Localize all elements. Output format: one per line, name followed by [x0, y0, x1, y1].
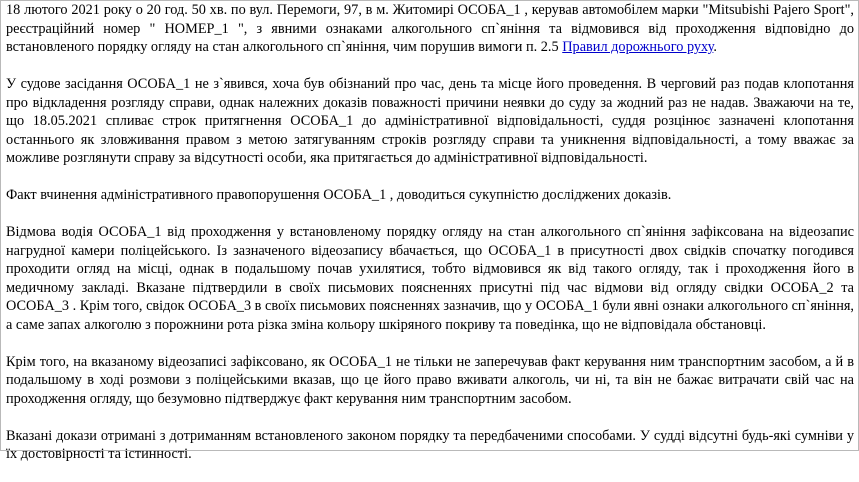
paragraph-refusal-evidence: Відмова водія ОСОБА_1 від проходження у встановленому порядку огляду на стан алкогольного сп`яніння зафіксована на відеозапис нагрудної камери поліцейського. Із зазначеного відеозапису вбачається, що ОСОБА_1 в присутності двох свідків спочатку погодився проходити огляд на місці, однак в подальшому почав ухилятися, тобто відмовився як від такого огляду, так і проходження його в медичному закладі. Вказане підтвердили в своїх письмових поясненнях присутні під час відмови від огляду свідки ОСОБА_2 та ОСОБА_3 . Крім того, свідок ОСОБА_3 в своїх письмових поясненнях зазначив, що у ОСОБА_1 були явні ознаки алкогольного сп`яніння, а саме запах алкоголю з порожнини рота різка зміна кольору шкіряного покриву та поведінка, що не відповідала обстановці.: [6, 224, 854, 333]
paragraph-violation-facts-text: 18 лютого 2021 року о 20 год. 50 хв. по вул. Перемоги, 97, в м. Житомирі ОСОБА_1 , керував автомобілем марки "Mitsubishi Pajero Sport", реєстраційний номер " НОМЕР_1 ", з явними ознаками алкогольного сп`яніння та відмовився від проходження відповідно до встановленого порядку огляду на стан алкогольного сп`яніння, чим порушив вимоги п. 2.5: [6, 2, 854, 55]
paragraph-court-hearing: У судове засідання ОСОБА_1 не з`явився, хоча був обізнаний про час, день та місце його проведення. В черговий раз подав клопотання про відкладення розгляду справи, однак належних доказів поважності причини неявки до суду за жодний раз не надав. Зважаючи на те, що 18.05.2021 спливає строк притягнення ОСОБА_1 до адміністративної відповідальності, суддя розцінює зазначені клопотання останнього як зловживання правом з метою затягуванням строків розгляду справи та уникнення відповідальності, а тому вважає за можливе розглянути справу за відсутності особи, яка притягається до адміністративної відповідальності.: [6, 76, 854, 166]
paragraph-evidence-validity: Вказані докази отримані з дотриманням встановленого законом порядку та передбаченими способами. У судді відсутні будь-які сумніви у їх достовірності та істинності.: [6, 427, 854, 462]
paragraph-video-record: Крім того, на вказаному відеозаписі зафіксовано, як ОСОБА_1 не тільки не заперечував факт керування ним транспортним засобом, а й в подальшому в ході розмови з поліцейськими вказав, що це його право вживати алкоголь, чи ні, та він не бажає витрачати свій час на проходження огляду, що безумовно підтверджує факт керування ним транспортним засобом.: [6, 353, 854, 407]
paragraph-fact-proven: Факт вчинення адміністративного правопорушення ОСОБА_1 , доводиться сукупністю досліджених доказів.: [6, 187, 672, 203]
document-body: [6, 1, 854, 482]
paragraph-violation-facts: [6, 1, 854, 57]
traffic-rules-link[interactable]: Правил дорожнього руху: [562, 39, 714, 55]
paragraph-violation-facts-end: .: [713, 39, 717, 55]
